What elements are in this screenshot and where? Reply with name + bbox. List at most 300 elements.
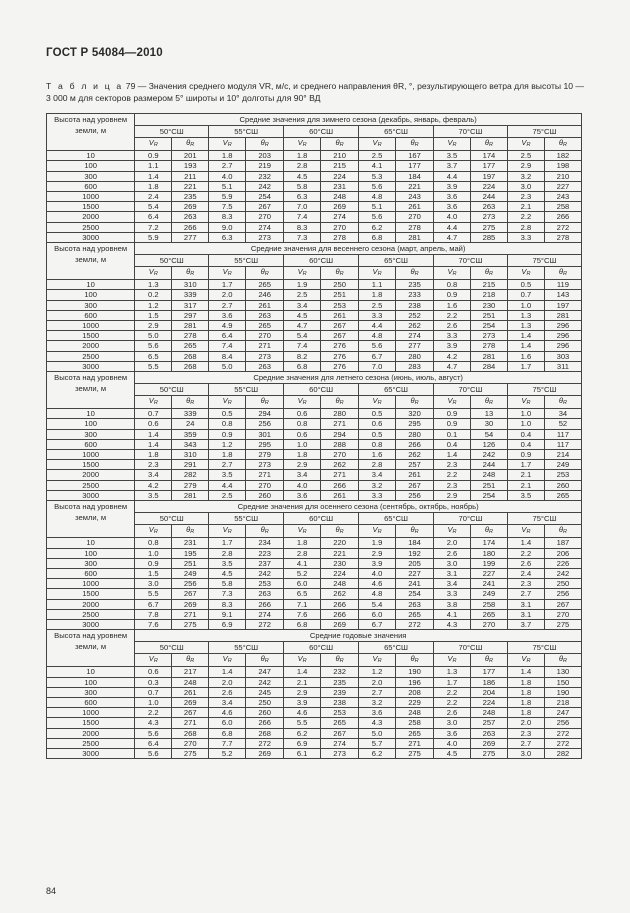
height-column-header: Высота над уровнем земли, м bbox=[47, 501, 135, 538]
direction-cell: 265 bbox=[396, 609, 434, 619]
speed-cell: 2.8 bbox=[209, 548, 246, 558]
page-number: 84 bbox=[46, 886, 57, 896]
speed-cell: 1.3 bbox=[434, 667, 471, 677]
latitude-header: 65°СШ bbox=[359, 384, 434, 396]
speed-cell: 4.5 bbox=[284, 310, 321, 320]
direction-cell: 242 bbox=[246, 677, 284, 687]
speed-cell: 2.5 bbox=[359, 300, 396, 310]
direction-symbol: $\theta_R$ bbox=[396, 267, 434, 280]
direction-symbol: $\theta_R$ bbox=[470, 525, 507, 538]
speed-cell: 1.5 bbox=[135, 310, 172, 320]
direction-cell: 244 bbox=[470, 192, 507, 202]
speed-cell: 0.9 bbox=[434, 419, 471, 429]
direction-cell: 269 bbox=[246, 748, 284, 758]
table-row bbox=[47, 192, 582, 202]
speed-cell: 3.4 bbox=[209, 697, 246, 707]
direction-cell: 281 bbox=[544, 310, 581, 320]
height-cell: 10 bbox=[47, 151, 135, 161]
section-title: Средние годовые значения bbox=[135, 630, 582, 642]
speed-cell: 1.7 bbox=[507, 460, 544, 470]
speed-cell: 3.9 bbox=[359, 558, 396, 568]
direction-cell: 262 bbox=[321, 460, 359, 470]
speed-cell: 5.2 bbox=[209, 748, 246, 758]
table-row bbox=[47, 181, 582, 191]
speed-cell: 2.9 bbox=[507, 161, 544, 171]
direction-cell: 254 bbox=[396, 589, 434, 599]
speed-cell: 2.8 bbox=[284, 161, 321, 171]
speed-cell: 0.4 bbox=[507, 429, 544, 439]
direction-cell: 294 bbox=[246, 409, 284, 419]
direction-cell: 266 bbox=[544, 212, 581, 222]
table-row bbox=[47, 202, 582, 212]
table-row bbox=[47, 161, 582, 171]
speed-cell: 6.5 bbox=[284, 589, 321, 599]
speed-cell: 3.1 bbox=[434, 568, 471, 578]
speed-cell: 1.8 bbox=[209, 151, 246, 161]
latitude-header: 65°СШ bbox=[359, 126, 434, 138]
direction-cell: 266 bbox=[246, 599, 284, 609]
direction-cell: 262 bbox=[396, 321, 434, 331]
direction-cell: 294 bbox=[321, 429, 359, 439]
speed-cell: 1.0 bbox=[135, 548, 172, 558]
height-cell: 3000 bbox=[47, 748, 135, 758]
direction-cell: 274 bbox=[321, 212, 359, 222]
speed-cell: 5.2 bbox=[284, 568, 321, 578]
speed-cell: 0.9 bbox=[209, 429, 246, 439]
direction-cell: 280 bbox=[396, 429, 434, 439]
speed-cell: 0.8 bbox=[359, 439, 396, 449]
speed-cell: 2.1 bbox=[284, 677, 321, 687]
speed-cell: 2.2 bbox=[434, 697, 471, 707]
speed-cell: 2.2 bbox=[507, 212, 544, 222]
speed-cell: 5.1 bbox=[359, 202, 396, 212]
direction-symbol: $\theta_R$ bbox=[172, 396, 209, 409]
direction-cell: 13 bbox=[470, 409, 507, 419]
direction-cell: 231 bbox=[172, 538, 209, 548]
direction-cell: 258 bbox=[470, 599, 507, 609]
direction-cell: 227 bbox=[470, 568, 507, 578]
latitude-header: 70°СШ bbox=[434, 513, 508, 525]
speed-cell: 6.7 bbox=[359, 351, 396, 361]
speed-cell: 1.4 bbox=[135, 439, 172, 449]
speed-cell: 1.8 bbox=[209, 450, 246, 460]
direction-cell: 260 bbox=[544, 480, 581, 490]
direction-cell: 270 bbox=[321, 450, 359, 460]
speed-cell: 4.7 bbox=[434, 361, 471, 371]
speed-cell: 4.3 bbox=[359, 718, 396, 728]
speed-cell: 4.8 bbox=[359, 589, 396, 599]
direction-cell: 280 bbox=[321, 409, 359, 419]
direction-cell: 271 bbox=[321, 419, 359, 429]
direction-cell: 266 bbox=[172, 222, 209, 232]
direction-cell: 279 bbox=[172, 480, 209, 490]
height-cell: 100 bbox=[47, 419, 135, 429]
direction-cell: 296 bbox=[544, 331, 581, 341]
direction-cell: 270 bbox=[544, 609, 581, 619]
direction-cell: 258 bbox=[396, 718, 434, 728]
speed-symbol: $V_R$ bbox=[135, 138, 172, 151]
latitude-header: 50°СШ bbox=[135, 642, 209, 654]
direction-cell: 249 bbox=[544, 460, 581, 470]
speed-symbol: $V_R$ bbox=[284, 396, 321, 409]
direction-cell: 263 bbox=[246, 361, 284, 371]
direction-cell: 268 bbox=[172, 728, 209, 738]
speed-cell: 2.2 bbox=[434, 470, 471, 480]
direction-cell: 251 bbox=[321, 290, 359, 300]
speed-cell: 4.0 bbox=[284, 480, 321, 490]
table-row bbox=[47, 450, 582, 460]
speed-cell: 1.3 bbox=[507, 310, 544, 320]
speed-cell: 2.1 bbox=[507, 470, 544, 480]
direction-cell: 270 bbox=[246, 331, 284, 341]
speed-cell: 2.8 bbox=[507, 222, 544, 232]
direction-cell: 203 bbox=[246, 151, 284, 161]
direction-cell: 262 bbox=[321, 589, 359, 599]
speed-cell: 8.3 bbox=[209, 599, 246, 609]
direction-cell: 205 bbox=[396, 558, 434, 568]
direction-cell: 269 bbox=[172, 599, 209, 609]
speed-cell: 4.0 bbox=[434, 738, 471, 748]
direction-cell: 282 bbox=[544, 748, 581, 758]
direction-cell: 243 bbox=[396, 192, 434, 202]
direction-symbol: $\theta_R$ bbox=[246, 396, 284, 409]
speed-cell: 2.6 bbox=[434, 321, 471, 331]
speed-cell: 2.4 bbox=[507, 568, 544, 578]
direction-cell: 339 bbox=[172, 409, 209, 419]
table-row bbox=[47, 589, 582, 599]
table-row bbox=[47, 748, 582, 758]
speed-cell: 5.8 bbox=[209, 579, 246, 589]
speed-cell: 0.9 bbox=[434, 409, 471, 419]
speed-cell: 0.8 bbox=[434, 280, 471, 290]
direction-cell: 273 bbox=[321, 748, 359, 758]
direction-cell: 218 bbox=[544, 697, 581, 707]
latitude-header: 70°СШ bbox=[434, 642, 508, 654]
direction-cell: 272 bbox=[544, 222, 581, 232]
direction-cell: 248 bbox=[172, 677, 209, 687]
speed-cell: 4.7 bbox=[284, 321, 321, 331]
speed-cell: 3.3 bbox=[434, 331, 471, 341]
height-cell: 100 bbox=[47, 161, 135, 171]
speed-cell: 0.1 bbox=[434, 429, 471, 439]
direction-cell: 251 bbox=[470, 480, 507, 490]
speed-cell: 2.3 bbox=[434, 460, 471, 470]
table-row bbox=[47, 171, 582, 181]
direction-cell: 195 bbox=[172, 548, 209, 558]
direction-cell: 277 bbox=[396, 341, 434, 351]
latitude-header: 75°СШ bbox=[507, 642, 581, 654]
direction-cell: 30 bbox=[470, 419, 507, 429]
direction-cell: 267 bbox=[321, 321, 359, 331]
speed-cell: 4.3 bbox=[434, 619, 471, 629]
direction-cell: 248 bbox=[321, 579, 359, 589]
speed-cell: 3.6 bbox=[434, 202, 471, 212]
direction-cell: 248 bbox=[470, 470, 507, 480]
direction-cell: 196 bbox=[396, 677, 434, 687]
direction-cell: 274 bbox=[246, 222, 284, 232]
table-row bbox=[47, 548, 582, 558]
direction-cell: 201 bbox=[172, 151, 209, 161]
direction-cell: 263 bbox=[172, 212, 209, 222]
height-cell: 2500 bbox=[47, 738, 135, 748]
speed-cell: 1.8 bbox=[507, 677, 544, 687]
direction-cell: 310 bbox=[172, 280, 209, 290]
direction-symbol: $\theta_R$ bbox=[172, 525, 209, 538]
direction-cell: 262 bbox=[396, 450, 434, 460]
speed-symbol: $V_R$ bbox=[359, 525, 396, 538]
speed-symbol: $V_R$ bbox=[507, 267, 544, 280]
direction-cell: 265 bbox=[544, 490, 581, 500]
direction-cell: 210 bbox=[544, 171, 581, 181]
speed-cell: 1.2 bbox=[359, 667, 396, 677]
speed-cell: 4.0 bbox=[359, 568, 396, 578]
direction-cell: 238 bbox=[396, 300, 434, 310]
speed-cell: 0.9 bbox=[135, 558, 172, 568]
speed-cell: 7.3 bbox=[284, 232, 321, 242]
direction-cell: 301 bbox=[246, 429, 284, 439]
speed-cell: 1.2 bbox=[135, 300, 172, 310]
speed-cell: 1.9 bbox=[359, 538, 396, 548]
speed-cell: 2.7 bbox=[359, 687, 396, 697]
speed-symbol: $V_R$ bbox=[209, 396, 246, 409]
latitude-header: 75°СШ bbox=[507, 126, 581, 138]
speed-cell: 1.7 bbox=[209, 538, 246, 548]
direction-cell: 273 bbox=[470, 331, 507, 341]
direction-symbol: $\theta_R$ bbox=[321, 654, 359, 667]
height-cell: 300 bbox=[47, 300, 135, 310]
direction-cell: 224 bbox=[470, 697, 507, 707]
speed-cell: 2.8 bbox=[284, 548, 321, 558]
speed-cell: 6.2 bbox=[359, 222, 396, 232]
speed-cell: 6.9 bbox=[284, 738, 321, 748]
speed-cell: 3.5 bbox=[135, 490, 172, 500]
speed-cell: 3.3 bbox=[359, 310, 396, 320]
direction-cell: 238 bbox=[321, 697, 359, 707]
speed-cell: 4.5 bbox=[434, 748, 471, 758]
speed-cell: 2.0 bbox=[359, 677, 396, 687]
table-row bbox=[47, 538, 582, 548]
direction-cell: 247 bbox=[246, 667, 284, 677]
table-row bbox=[47, 667, 582, 677]
direction-cell: 256 bbox=[544, 718, 581, 728]
speed-cell: 1.5 bbox=[135, 568, 172, 578]
direction-cell: 237 bbox=[246, 558, 284, 568]
speed-cell: 1.8 bbox=[284, 538, 321, 548]
direction-cell: 279 bbox=[246, 450, 284, 460]
direction-cell: 234 bbox=[246, 538, 284, 548]
table-row bbox=[47, 232, 582, 242]
direction-cell: 184 bbox=[396, 538, 434, 548]
speed-cell: 4.6 bbox=[359, 579, 396, 589]
direction-cell: 232 bbox=[246, 171, 284, 181]
direction-cell: 242 bbox=[246, 568, 284, 578]
speed-cell: 7.0 bbox=[284, 202, 321, 212]
direction-cell: 248 bbox=[470, 708, 507, 718]
height-cell: 10 bbox=[47, 667, 135, 677]
direction-cell: 229 bbox=[396, 697, 434, 707]
direction-cell: 251 bbox=[470, 310, 507, 320]
speed-cell: 3.6 bbox=[284, 490, 321, 500]
speed-cell: 7.7 bbox=[209, 738, 246, 748]
latitude-header: 55°СШ bbox=[209, 513, 284, 525]
speed-symbol: $V_R$ bbox=[359, 138, 396, 151]
speed-cell: 4.4 bbox=[209, 480, 246, 490]
direction-cell: 271 bbox=[246, 470, 284, 480]
direction-cell: 250 bbox=[246, 697, 284, 707]
speed-cell: 6.3 bbox=[284, 192, 321, 202]
direction-cell: 34 bbox=[544, 409, 581, 419]
speed-cell: 1.6 bbox=[359, 450, 396, 460]
speed-cell: 5.6 bbox=[135, 748, 172, 758]
height-cell: 300 bbox=[47, 429, 135, 439]
direction-cell: 270 bbox=[246, 480, 284, 490]
height-cell: 2500 bbox=[47, 480, 135, 490]
direction-cell: 242 bbox=[470, 450, 507, 460]
direction-cell: 208 bbox=[396, 687, 434, 697]
speed-cell: 2.7 bbox=[507, 589, 544, 599]
speed-cell: 7.6 bbox=[135, 619, 172, 629]
direction-cell: 272 bbox=[246, 619, 284, 629]
direction-cell: 273 bbox=[246, 232, 284, 242]
speed-cell: 4.1 bbox=[284, 558, 321, 568]
direction-cell: 270 bbox=[470, 619, 507, 629]
direction-cell: 303 bbox=[544, 351, 581, 361]
speed-cell: 0.4 bbox=[434, 439, 471, 449]
direction-cell: 251 bbox=[172, 558, 209, 568]
speed-cell: 5.8 bbox=[284, 181, 321, 191]
speed-cell: 0.7 bbox=[135, 687, 172, 697]
direction-symbol: $\theta_R$ bbox=[396, 525, 434, 538]
speed-cell: 4.3 bbox=[135, 718, 172, 728]
table-row bbox=[47, 429, 582, 439]
speed-cell: 2.6 bbox=[434, 708, 471, 718]
direction-cell: 270 bbox=[321, 222, 359, 232]
speed-cell: 2.9 bbox=[434, 490, 471, 500]
direction-symbol: $\theta_R$ bbox=[544, 138, 581, 151]
speed-cell: 5.7 bbox=[359, 738, 396, 748]
direction-cell: 311 bbox=[544, 361, 581, 371]
direction-symbol: $\theta_R$ bbox=[396, 654, 434, 667]
direction-cell: 224 bbox=[321, 171, 359, 181]
speed-cell: 1.4 bbox=[507, 538, 544, 548]
speed-cell: 4.2 bbox=[135, 480, 172, 490]
direction-cell: 268 bbox=[172, 351, 209, 361]
direction-cell: 197 bbox=[470, 171, 507, 181]
table-row bbox=[47, 470, 582, 480]
speed-cell: 8.3 bbox=[284, 222, 321, 232]
direction-cell: 296 bbox=[544, 341, 581, 351]
speed-cell: 3.4 bbox=[359, 470, 396, 480]
table-row bbox=[47, 619, 582, 629]
direction-cell: 217 bbox=[172, 667, 209, 677]
direction-cell: 174 bbox=[470, 151, 507, 161]
speed-cell: 7.2 bbox=[135, 222, 172, 232]
direction-cell: 267 bbox=[544, 599, 581, 609]
direction-cell: 261 bbox=[396, 470, 434, 480]
speed-cell: 6.1 bbox=[284, 748, 321, 758]
direction-cell: 230 bbox=[470, 300, 507, 310]
direction-cell: 270 bbox=[246, 212, 284, 222]
speed-cell: 3.0 bbox=[434, 558, 471, 568]
direction-cell: 246 bbox=[246, 290, 284, 300]
direction-cell: 197 bbox=[544, 300, 581, 310]
direction-cell: 227 bbox=[544, 181, 581, 191]
direction-cell: 275 bbox=[396, 748, 434, 758]
direction-cell: 265 bbox=[246, 280, 284, 290]
direction-cell: 281 bbox=[470, 351, 507, 361]
speed-cell: 4.1 bbox=[359, 161, 396, 171]
speed-cell: 4.4 bbox=[434, 222, 471, 232]
direction-cell: 130 bbox=[544, 667, 581, 677]
speed-cell: 2.9 bbox=[284, 460, 321, 470]
speed-cell: 0.6 bbox=[135, 419, 172, 429]
speed-cell: 7.8 bbox=[135, 609, 172, 619]
speed-cell: 2.7 bbox=[507, 738, 544, 748]
height-cell: 1000 bbox=[47, 579, 135, 589]
direction-cell: 245 bbox=[246, 687, 284, 697]
speed-cell: 2.1 bbox=[507, 480, 544, 490]
speed-cell: 6.7 bbox=[135, 599, 172, 609]
caption-label: Т а б л и ц а bbox=[46, 81, 124, 91]
direction-cell: 268 bbox=[172, 361, 209, 371]
direction-cell: 263 bbox=[246, 310, 284, 320]
latitude-header: 55°СШ bbox=[209, 384, 284, 396]
speed-cell: 1.8 bbox=[359, 290, 396, 300]
direction-cell: 143 bbox=[544, 290, 581, 300]
height-cell: 600 bbox=[47, 439, 135, 449]
direction-cell: 261 bbox=[396, 202, 434, 212]
speed-cell: 5.5 bbox=[135, 589, 172, 599]
direction-cell: 267 bbox=[172, 708, 209, 718]
speed-cell: 0.9 bbox=[507, 450, 544, 460]
speed-cell: 1.9 bbox=[284, 280, 321, 290]
direction-cell: 192 bbox=[396, 548, 434, 558]
latitude-header: 65°СШ bbox=[359, 255, 434, 267]
direction-cell: 190 bbox=[544, 687, 581, 697]
speed-cell: 0.8 bbox=[135, 538, 172, 548]
direction-cell: 244 bbox=[470, 460, 507, 470]
speed-cell: 2.9 bbox=[359, 548, 396, 558]
direction-cell: 226 bbox=[544, 558, 581, 568]
speed-cell: 1.3 bbox=[507, 321, 544, 331]
speed-cell: 1.0 bbox=[507, 419, 544, 429]
speed-symbol: $V_R$ bbox=[507, 654, 544, 667]
speed-symbol: $V_R$ bbox=[135, 525, 172, 538]
direction-cell: 253 bbox=[544, 470, 581, 480]
direction-cell: 250 bbox=[321, 280, 359, 290]
speed-cell: 2.4 bbox=[135, 192, 172, 202]
speed-cell: 3.6 bbox=[434, 192, 471, 202]
speed-cell: 3.6 bbox=[209, 310, 246, 320]
speed-cell: 2.3 bbox=[135, 460, 172, 470]
direction-cell: 199 bbox=[470, 558, 507, 568]
direction-cell: 276 bbox=[321, 341, 359, 351]
direction-cell: 281 bbox=[172, 321, 209, 331]
speed-cell: 7.6 bbox=[284, 609, 321, 619]
direction-cell: 267 bbox=[172, 589, 209, 599]
direction-symbol: $\theta_R$ bbox=[396, 396, 434, 409]
table-row bbox=[47, 419, 582, 429]
caption-text: 79 — Значения среднего модуля VR, м/с, и среднего направления θR, °, результирующего ветра для высоты 10 — 3 000 м для секторов размером 5° широты и 10° долготы для 90° ВД bbox=[46, 81, 584, 103]
direction-cell: 24 bbox=[172, 419, 209, 429]
speed-cell: 0.9 bbox=[135, 151, 172, 161]
height-cell: 300 bbox=[47, 171, 135, 181]
direction-cell: 231 bbox=[321, 181, 359, 191]
direction-cell: 278 bbox=[172, 331, 209, 341]
height-cell: 100 bbox=[47, 677, 135, 687]
direction-cell: 210 bbox=[321, 151, 359, 161]
speed-cell: 7.3 bbox=[209, 589, 246, 599]
